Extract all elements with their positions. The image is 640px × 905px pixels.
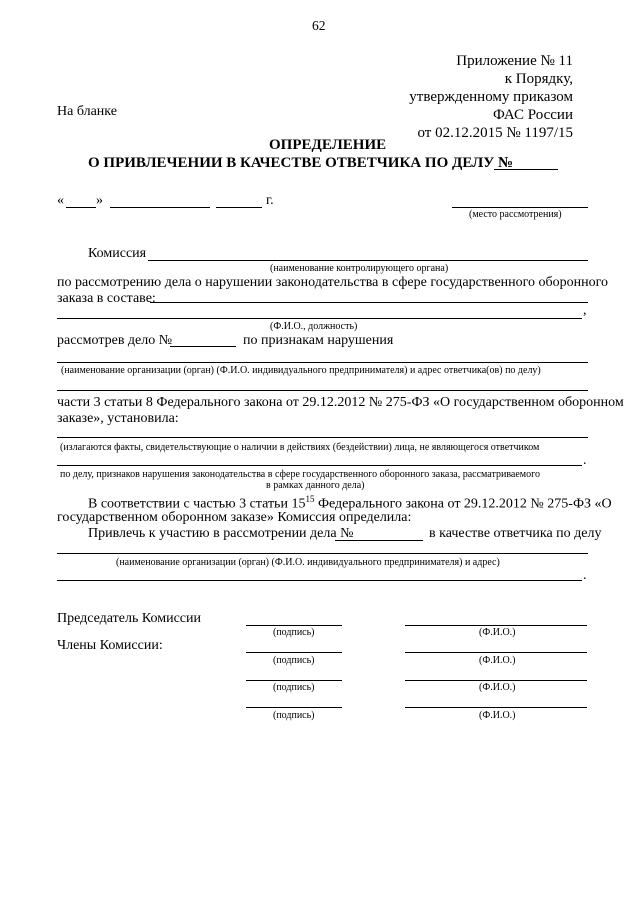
document-title: ОПРЕДЕЛЕНИЕ xyxy=(269,137,387,153)
member2-signature-field[interactable] xyxy=(246,680,342,681)
fio-caption: (Ф.И.О.) xyxy=(479,710,516,721)
facts-caption-line2: по делу, признаков нарушения законодательства в сфере государственного оборонного заказа, рассматриваемого xyxy=(60,469,540,480)
page-number: 62 xyxy=(312,18,326,33)
chairman-label: Председатель Комиссии xyxy=(57,611,201,626)
para1-line2: заказа в составе: xyxy=(57,291,156,306)
appendix-line-1: Приложение № 11 xyxy=(456,53,573,69)
facts-field-2[interactable] xyxy=(57,465,582,466)
para3-line1-text: В соответствии с частью 3 статьи 15 xyxy=(88,496,306,512)
signature-caption: (подпись) xyxy=(273,627,315,638)
commission-label: Комиссия xyxy=(88,246,147,261)
fio-caption: (Ф.И.О.) xyxy=(479,682,516,693)
fio-caption: (Ф.И.О.) xyxy=(479,655,516,666)
appendix-line-3: утвержденному приказом xyxy=(409,89,573,105)
involve-suffix: в качестве ответчика по делу xyxy=(429,526,602,541)
place-caption: (место рассмотрения) xyxy=(469,209,562,220)
respondent-field[interactable] xyxy=(57,390,588,391)
para2-line1: части 3 статьи 8 Федерального закона от 29.12.2012 № 275-ФЗ «О государственном оборонном xyxy=(57,395,624,410)
para3-superscript: 15 xyxy=(305,494,315,504)
appendix-line-2: к Порядку, xyxy=(504,71,573,87)
members-label: Члены Комиссии: xyxy=(57,638,163,653)
appendix-block xyxy=(409,52,573,142)
case-number-field[interactable] xyxy=(494,169,558,170)
reviewed-case-number-field[interactable] xyxy=(170,346,236,347)
reviewed-suffix: по признакам нарушения xyxy=(243,333,394,348)
date-year-suffix: г. xyxy=(266,193,274,208)
date-month-field[interactable] xyxy=(110,207,210,208)
facts-period: . xyxy=(583,453,587,468)
reviewed-label: рассмотрев дело № xyxy=(57,333,173,348)
org-caption-2: (наименование организации (орган) (Ф.И.О. индивидуального предпринимателя) и адрес) xyxy=(116,557,500,568)
member1-signature-field[interactable] xyxy=(246,652,342,653)
date-quote-open: « xyxy=(57,193,64,208)
involve-period: . xyxy=(583,568,587,583)
date-quote-close: » xyxy=(96,193,103,208)
place-field[interactable] xyxy=(452,207,588,208)
para3-line2: государственном оборонном заказе» Комиссия определила: xyxy=(57,510,412,525)
member1-fio-field[interactable] xyxy=(405,652,587,653)
signature-caption: (подпись) xyxy=(273,682,315,693)
involve-org-field[interactable] xyxy=(57,553,588,554)
org-caption: (наименование организации (орган) (Ф.И.О. индивидуального предпринимателя) и адрес ответчика(ов) по делу) xyxy=(61,365,541,376)
chairman-signature-field[interactable] xyxy=(246,625,342,626)
appendix-line-5: от 02.12.2015 № 1197/15 xyxy=(417,125,573,141)
on-letterhead-label: На бланке xyxy=(57,104,117,119)
involve-label: Привлечь к участию в рассмотрении дела № xyxy=(88,526,354,541)
para2-line2: заказе», установила: xyxy=(57,411,179,426)
chairman-fio-field[interactable] xyxy=(405,625,587,626)
appendix-line-4: ФАС России xyxy=(493,107,573,123)
fio-caption: (Ф.И.О.) xyxy=(479,627,516,638)
para1-line1: по рассмотрению дела о нарушении законодательства в сфере государственного оборонного xyxy=(57,275,609,290)
fio-caption: (Ф.И.О., должность) xyxy=(270,321,358,332)
involve-case-number-field[interactable] xyxy=(335,540,423,541)
member3-fio-field[interactable] xyxy=(405,707,587,708)
violation-field[interactable] xyxy=(57,362,588,363)
member3-signature-field[interactable] xyxy=(246,707,342,708)
signature-caption: (подпись) xyxy=(273,655,315,666)
commission-field[interactable] xyxy=(148,260,588,261)
composition-field-1[interactable] xyxy=(150,302,588,303)
commission-caption: (наименование контролирующего органа) xyxy=(270,263,449,274)
signature-caption: (подпись) xyxy=(273,710,315,721)
facts-field-1[interactable] xyxy=(57,437,588,438)
date-day-field[interactable] xyxy=(66,207,96,208)
facts-caption-line3: в рамках данного дела) xyxy=(266,480,365,491)
facts-caption-line1: (излагаются факты, свидетельствующие о наличии в действиях (бездействии) лица, не являющегося ответчиком xyxy=(60,442,540,453)
member2-fio-field[interactable] xyxy=(405,680,587,681)
para3-line1-post: Федерального закона от 29.12.2012 № 275-ФЗ «О xyxy=(314,496,612,512)
date-year-field[interactable] xyxy=(216,207,262,208)
involve-address-field[interactable] xyxy=(57,580,582,581)
composition-field-2[interactable] xyxy=(57,318,582,319)
composition-comma: , xyxy=(583,303,587,318)
document-subtitle: О ПРИВЛЕЧЕНИИ В КАЧЕСТВЕ ОТВЕТЧИКА ПО ДЕЛУ № xyxy=(88,155,514,171)
